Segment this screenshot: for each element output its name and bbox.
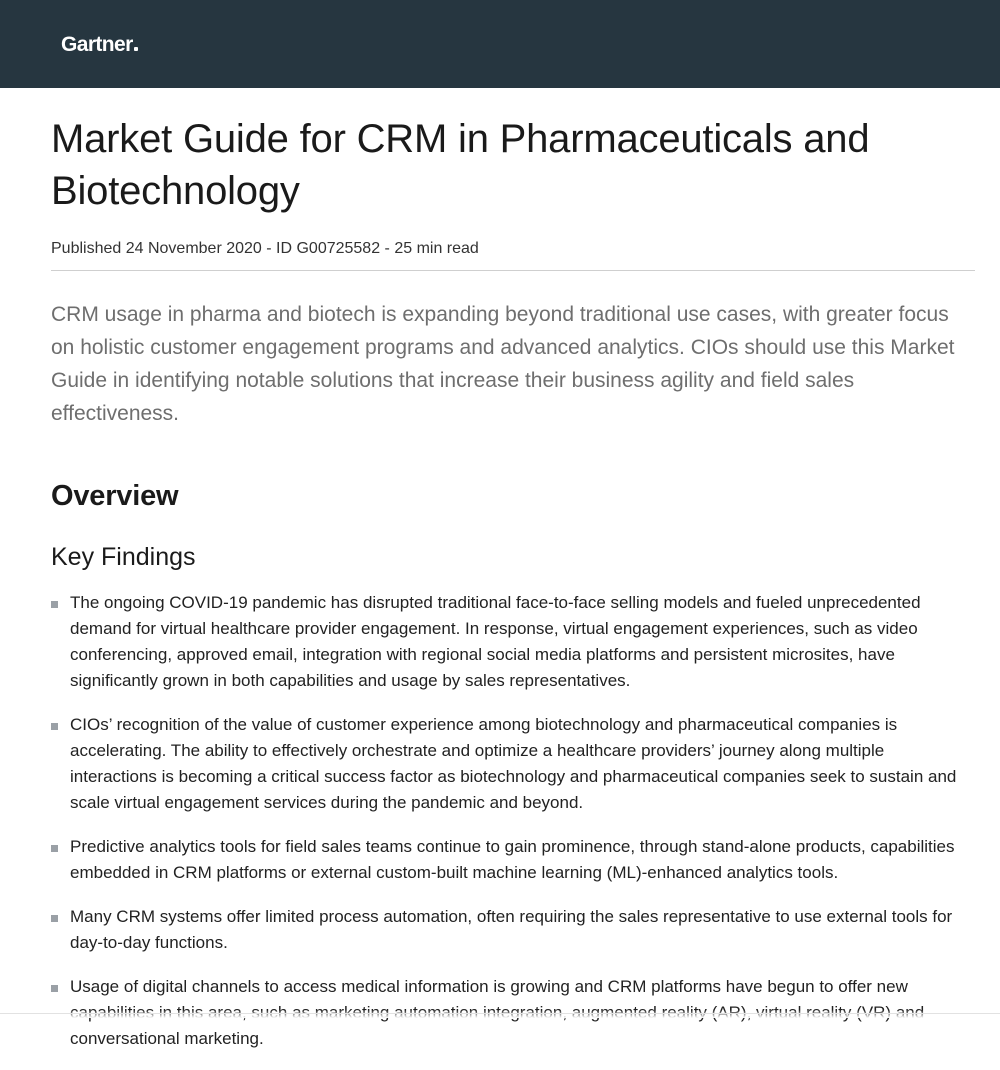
list-item	[51, 712, 975, 816]
document-title: Market Guide for CRM in Pharmaceuticals and Biotechnology	[51, 117, 870, 213]
top-bar	[0, 0, 1000, 88]
finding-text: Many CRM systems offer limited process automation, often requiring the sales representative to use external tools for day-to-day functions.	[70, 907, 953, 952]
bottom-fade	[0, 1010, 1000, 1018]
gartner-logo[interactable]	[61, 33, 138, 57]
section-heading-overview: Overview	[51, 480, 179, 512]
list-item	[51, 590, 975, 694]
square-bullet-icon	[51, 985, 58, 992]
logo-text: Gartner	[61, 33, 133, 56]
finding-text: Usage of digital channels to access medical information is growing and CRM platforms have begun to offer new conversational marketing.	[70, 977, 908, 1048]
bottom-edge-line	[0, 1013, 1000, 1014]
publication-meta: Published 24 November 2020 - ID G00725582 - 25 min read	[51, 240, 479, 257]
document-content	[51, 88, 975, 1070]
square-bullet-icon	[51, 915, 58, 922]
list-item	[51, 834, 975, 886]
subsection-heading-key-findings: Key Findings	[51, 543, 196, 571]
square-bullet-icon	[51, 601, 58, 608]
divider	[51, 270, 975, 271]
list-item	[51, 904, 975, 956]
square-bullet-icon	[51, 723, 58, 730]
key-findings-list	[51, 590, 975, 1052]
finding-text: The ongoing COVID-19 pandemic has disrupted traditional face-to-face selling models and fueled unprecedented demand for virtual healthcare provider engagement. In response, virtual engagement experiences, such as video conferencing, approved email, integration with regional social media platforms and persistent microsites, have significantly grown in both capabilities and usage by sales representatives.	[70, 593, 921, 690]
finding-text: CIOs’ recognition of the value of customer experience among biotechnology and pharmaceutical companies is accelerating. The ability to effectively orchestrate and optimize a healthcare providers’ journey along multiple interactions is becoming a critical success factor as biotechnology and pharmaceutical companies seek to sustain and scale virtual engagement services during the pandemic and beyond.	[70, 715, 957, 812]
document-summary: CRM usage in pharma and biotech is expanding beyond traditional use cases, with greater focus on holistic customer engagement programs and advanced analytics. CIOs should use this Market Guide in identifying notable solutions that increase their business agility and field sales effectiveness.	[51, 303, 955, 425]
square-bullet-icon	[51, 845, 58, 852]
logo-dot-icon	[134, 47, 138, 51]
finding-text: Predictive analytics tools for field sales teams continue to gain prominence, through stand-alone products, capabilities embedded in CRM platforms or external custom-built machine learning (ML)-enhanced analytics tools.	[70, 837, 955, 882]
